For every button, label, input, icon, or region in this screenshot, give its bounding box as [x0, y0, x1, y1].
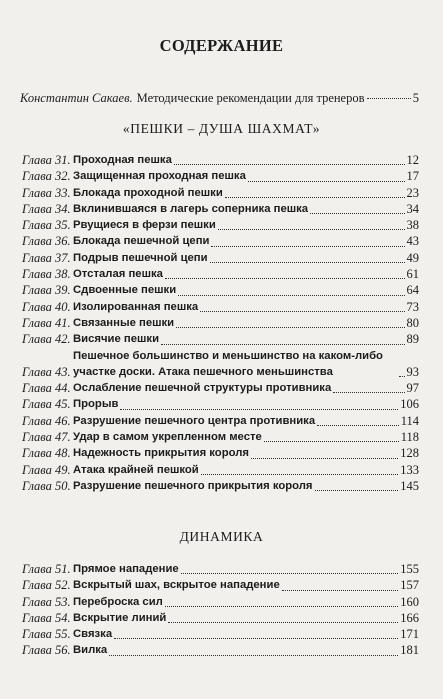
- page-number: 157: [400, 578, 419, 593]
- toc-entry: [22, 185, 419, 201]
- page-number: 17: [406, 169, 419, 184]
- chapter-number: Глава 52.: [22, 578, 71, 593]
- chapter-title: Блокада проходной пешки: [73, 186, 223, 199]
- page-number: 160: [400, 594, 419, 609]
- chapter-number: Глава 43.: [22, 364, 71, 379]
- toc-entry: [22, 152, 419, 168]
- toc-entry: [22, 642, 419, 658]
- entry-body: [73, 478, 419, 494]
- dot-leader: [165, 278, 405, 279]
- chapter-title: Отсталая пешка: [73, 268, 163, 281]
- page-number: 80: [406, 315, 419, 330]
- toc-entry: [22, 396, 419, 412]
- entry-body: [73, 380, 419, 396]
- toc-entry: [22, 233, 419, 249]
- page-number: 155: [400, 562, 419, 576]
- entry-body: [73, 201, 419, 217]
- chapter-number: Глава 32.: [22, 169, 71, 184]
- chapter-number: Глава 49.: [22, 462, 71, 477]
- dot-leader: [201, 474, 399, 475]
- page-number: 114: [400, 413, 419, 428]
- section-heading-pawns: «ПЕШКИ – ДУША ШАХМАТ»: [122, 121, 321, 136]
- chapter-title: Разрушение пешечного прикрытия короля: [73, 479, 313, 492]
- entry-body: [73, 348, 419, 381]
- toc-entry: [22, 626, 419, 642]
- chapter-title: Прямое нападение: [73, 563, 179, 575]
- page-number: 38: [406, 218, 419, 233]
- page-number: 97: [406, 381, 419, 396]
- page-number: 43: [406, 234, 419, 249]
- dot-leader: [168, 622, 398, 623]
- toc-entry: [22, 413, 419, 429]
- toc-entry: [22, 610, 419, 626]
- page-number: 73: [406, 299, 419, 314]
- intro-entry: [20, 91, 419, 106]
- entry-body: [73, 626, 419, 642]
- chapter-title: Связка: [73, 628, 113, 641]
- toc-entry: [22, 266, 419, 282]
- chapter-number: Глава 46.: [22, 413, 71, 428]
- chapter-title: Переброска сил: [73, 595, 163, 608]
- dot-leader: [174, 164, 405, 165]
- entry-body: [73, 577, 419, 593]
- chapter-number: Глава 39.: [22, 283, 71, 298]
- dot-leader: [310, 213, 404, 214]
- chapter-number: Глава 51.: [22, 562, 71, 576]
- chapter-number: Глава 31.: [22, 153, 71, 167]
- entry-body: [73, 642, 419, 658]
- entry-body: [73, 152, 419, 168]
- entry-body: [73, 594, 419, 610]
- chapter-title: Рвущиеся в ферзи пешки: [73, 219, 216, 232]
- page-number: 89: [406, 332, 419, 347]
- toc-entry: [22, 577, 419, 593]
- dot-leader: [251, 458, 398, 459]
- chapter-number: Глава 55.: [22, 627, 71, 642]
- entry-body: [73, 266, 419, 282]
- chapter-title: Разрушение пешечного центра противника: [73, 414, 316, 427]
- dot-leader: [282, 590, 399, 591]
- page-number: 12: [406, 153, 419, 167]
- entry-body: [73, 217, 419, 233]
- dot-leader: [211, 246, 404, 247]
- entry-body: [73, 168, 419, 184]
- chapter-title: Проходная пешка: [73, 154, 172, 166]
- chapter-number: Глава 50.: [22, 478, 71, 493]
- chapter-title: Удар в самом укрепленном месте: [73, 431, 262, 444]
- entry-body: [73, 413, 419, 429]
- page-number: 171: [400, 627, 419, 642]
- toc-entry: [22, 445, 419, 461]
- dot-leader: [178, 295, 404, 296]
- dot-leader: [317, 425, 399, 426]
- chapter-title: Надежность прикрытия короля: [73, 447, 250, 460]
- dot-leader: [248, 181, 405, 182]
- toc-entry: [22, 299, 419, 315]
- toc-entry: [22, 331, 419, 347]
- chapter-number: Глава 45.: [22, 397, 71, 412]
- entry-body: [73, 462, 419, 478]
- entry-body: [73, 299, 419, 315]
- toc-entry: [22, 315, 419, 331]
- chapter-title: Изолированная пешка: [73, 300, 199, 313]
- page-number: 118: [400, 430, 419, 445]
- page-number: 106: [400, 397, 419, 412]
- dot-leader: [165, 606, 398, 607]
- dot-leader: [200, 311, 404, 312]
- page-number: 64: [406, 283, 419, 298]
- dot-leader: [399, 376, 405, 377]
- chapter-number: Глава 47.: [22, 430, 71, 445]
- toc-entry: [22, 250, 419, 266]
- dot-leader: [367, 98, 411, 99]
- dot-leader: [120, 409, 398, 410]
- chapter-number: Глава 42.: [22, 332, 71, 347]
- toc-entry: [22, 380, 419, 396]
- chapter-list-pawns: [22, 152, 419, 494]
- chapter-title: Сдвоенные пешки: [73, 284, 177, 297]
- chapter-title: Висячие пешки: [73, 333, 160, 346]
- chapter-title: Атака крайней пешкой: [73, 463, 199, 476]
- dot-leader: [333, 392, 404, 393]
- entry-body: [73, 561, 419, 577]
- entry-body: [73, 233, 419, 249]
- page-number: 93: [406, 364, 419, 379]
- page-number: 181: [400, 643, 419, 658]
- chapter-number: Глава 54.: [22, 610, 71, 625]
- page-number: 166: [400, 610, 419, 625]
- entry-body: [73, 445, 419, 461]
- intro-title: Методические рекомендации для тренеров: [136, 91, 365, 105]
- chapter-number: Глава 33.: [22, 185, 71, 200]
- dot-leader: [161, 344, 404, 345]
- entry-body: [73, 610, 419, 626]
- dot-leader: [109, 655, 398, 656]
- chapter-title: Защищенная проходная пешка: [73, 170, 246, 183]
- chapter-title: Ослабление пешечной структуры противника: [73, 382, 332, 395]
- entry-body: [73, 331, 419, 347]
- toc-entry: [22, 348, 419, 381]
- chapter-number: Глава 36.: [22, 234, 71, 249]
- page-number: 23: [406, 185, 419, 200]
- toc-entry: [22, 478, 419, 494]
- dot-leader: [315, 490, 399, 491]
- chapter-number: Глава 48.: [22, 446, 71, 461]
- toc-entry: [22, 217, 419, 233]
- chapter-title: Вилка: [73, 644, 108, 657]
- page-number: 49: [406, 250, 419, 265]
- dot-leader: [264, 441, 399, 442]
- page-number: 128: [400, 446, 419, 461]
- dot-leader: [210, 262, 405, 263]
- entry-body: [73, 250, 419, 266]
- entry-body: [73, 185, 419, 201]
- chapter-title: Прорыв: [73, 398, 119, 411]
- chapter-number: Глава 56.: [22, 643, 71, 658]
- page-title: СОДЕРЖАНИЕ: [159, 36, 284, 55]
- page-number: 34: [406, 201, 419, 216]
- chapter-number: Глава 44.: [22, 381, 71, 396]
- dot-leader: [176, 327, 404, 328]
- entry-body: [73, 282, 419, 298]
- page-number: 133: [400, 462, 419, 477]
- entry-body: [73, 396, 419, 412]
- section-heading-dynamics: ДИНАМИКА: [179, 529, 264, 544]
- toc-entry: [22, 168, 419, 184]
- chapter-list-dynamics: [22, 561, 419, 659]
- chapter-number: Глава 34.: [22, 201, 71, 216]
- chapter-title: Блокада пешечной цепи: [73, 235, 210, 248]
- chapter-title: Вскрытый шах, вскрытое нападение: [73, 579, 280, 592]
- chapter-title: Вклинившаяся в лагерь соперника пешка: [73, 202, 309, 215]
- chapter-title: Связанные пешки: [73, 316, 175, 329]
- chapter-number: Глава 38.: [22, 267, 71, 282]
- intro-author: Константин Сакаев.: [20, 91, 133, 105]
- toc-entry: [22, 282, 419, 298]
- chapter-number: Глава 40.: [22, 299, 71, 314]
- chapter-title: Вскрытие линий: [73, 611, 167, 624]
- chapter-number: Глава 41.: [22, 315, 71, 330]
- page-number: 145: [400, 478, 419, 493]
- chapter-number: Глава 37.: [22, 250, 71, 265]
- toc-entry: [22, 462, 419, 478]
- dot-leader: [218, 229, 405, 230]
- chapter-number: Глава 35.: [22, 218, 71, 233]
- toc-entry: [22, 201, 419, 217]
- toc-entry: [22, 561, 419, 577]
- entry-body: [73, 315, 419, 331]
- toc-entry: [22, 429, 419, 445]
- page-number: 61: [406, 267, 419, 282]
- chapter-title: Пешечное большинство и меньшинство на каком-либо участке доски. Атака пешечного меньшинства: [73, 349, 383, 378]
- intro-page: 5: [412, 91, 419, 105]
- dot-leader: [114, 638, 398, 639]
- toc-entry: [22, 594, 419, 610]
- dot-leader: [225, 197, 405, 198]
- chapter-number: Глава 53.: [22, 594, 71, 609]
- entry-body: [73, 429, 419, 445]
- dot-leader: [181, 573, 399, 574]
- chapter-title: Подрыв пешечной цепи: [73, 251, 208, 264]
